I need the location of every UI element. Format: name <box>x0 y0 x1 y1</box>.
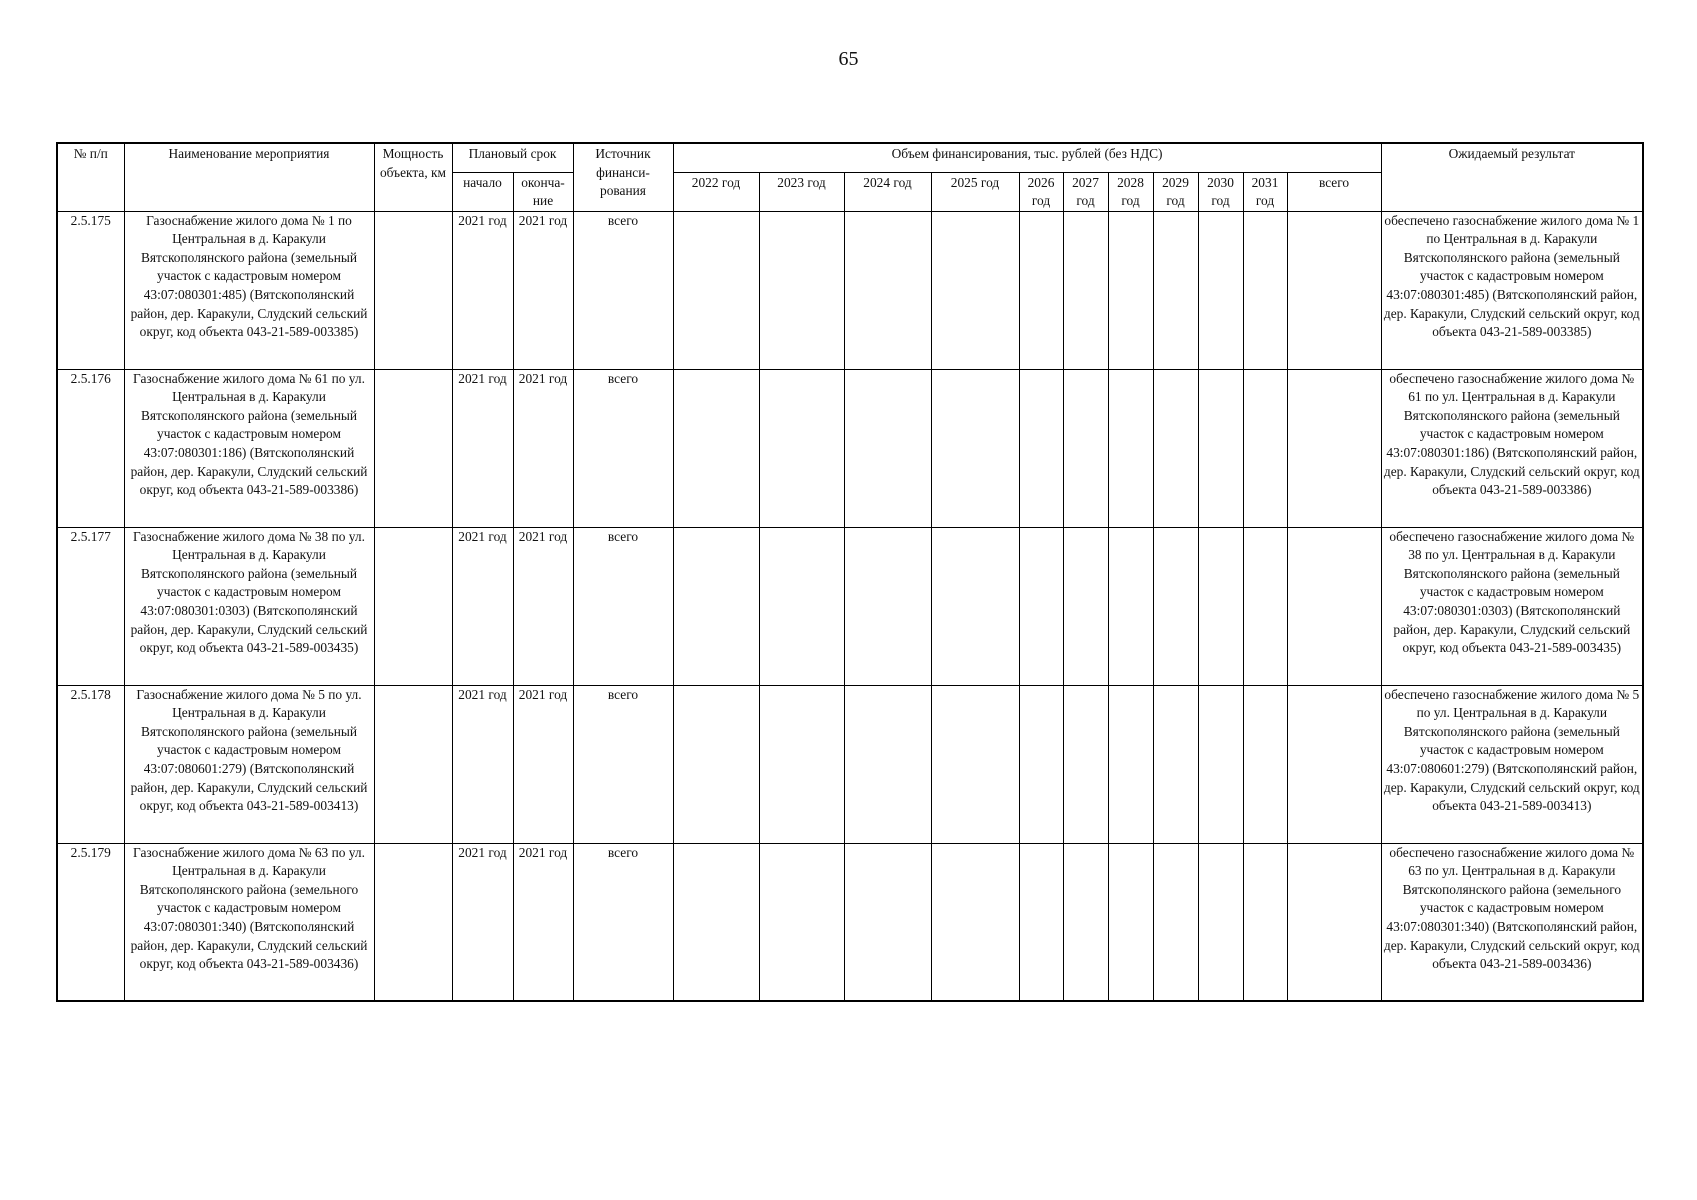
year-cell <box>1019 527 1063 685</box>
funding-plan-table <box>56 142 1644 1002</box>
header-year-2025: 2025 год <box>931 172 1019 211</box>
year-cell <box>844 685 931 843</box>
year-cell <box>1198 843 1243 1001</box>
start-cell: 2021 год <box>452 527 513 685</box>
year-cell <box>844 527 931 685</box>
year-cell <box>931 843 1019 1001</box>
year-cell <box>1198 685 1243 843</box>
year-cell <box>931 211 1019 369</box>
start-cell: 2021 год <box>452 685 513 843</box>
power-cell <box>374 843 452 1001</box>
year-cell <box>1108 211 1153 369</box>
table-header <box>57 143 1643 211</box>
year-cell <box>759 527 844 685</box>
event-name: Газоснабжение жилого дома № 63 по ул. Центральная в д. Каракули Вятскополянского района (земельного участок с кадастровым номером 43:07:080301:340) (Вятскополянский район, дер. Каракули, Слудский сельский округ, код объекта 043-21-589-003436) <box>124 843 374 1001</box>
total-cell <box>1287 843 1381 1001</box>
year-cell <box>1063 685 1108 843</box>
year-cell <box>1019 843 1063 1001</box>
header-year-2024: 2024 год <box>844 172 931 211</box>
event-name: Газоснабжение жилого дома № 61 по ул. Центральная в д. Каракули Вятскополянского района (земельный участок с кадастровым номером 43:07:080301:186) (Вятскополянский район, дер. Каракули, Слудский сельский округ, код объекта 043-21-589-003386) <box>124 369 374 527</box>
header-total: всего <box>1287 172 1381 211</box>
year-cell <box>1243 369 1287 527</box>
row-number: 2.5.177 <box>57 527 124 685</box>
year-cell <box>759 369 844 527</box>
header-year-2030: 2030 год <box>1198 172 1243 211</box>
year-cell <box>1243 685 1287 843</box>
power-cell <box>374 685 452 843</box>
header-plan-term: Плановый срок <box>452 143 573 172</box>
header-end: оконча-ние <box>513 172 573 211</box>
total-cell <box>1287 527 1381 685</box>
header-result: Ожидаемый результат <box>1381 143 1643 211</box>
year-cell <box>1198 211 1243 369</box>
source-cell: всего <box>573 369 673 527</box>
header-start: начало <box>452 172 513 211</box>
start-cell: 2021 год <box>452 369 513 527</box>
year-cell <box>1153 843 1198 1001</box>
year-cell <box>931 685 1019 843</box>
end-cell: 2021 год <box>513 685 573 843</box>
year-cell <box>1153 369 1198 527</box>
header-name: Наименование мероприятия <box>124 143 374 211</box>
table-row <box>57 843 1643 1001</box>
header-year-2022: 2022 год <box>673 172 759 211</box>
header-funding: Объем финансирования, тыс. рублей (без НДС) <box>673 143 1381 172</box>
end-cell: 2021 год <box>513 369 573 527</box>
row-number: 2.5.179 <box>57 843 124 1001</box>
year-cell <box>1108 369 1153 527</box>
year-cell <box>673 527 759 685</box>
year-cell <box>1063 211 1108 369</box>
year-cell <box>673 211 759 369</box>
table-row <box>57 369 1643 527</box>
year-cell <box>1019 369 1063 527</box>
expected-result: обеспечено газоснабжение жилого дома № 38 по ул. Центральная в д. Каракули Вятскополянского района (земельный участок с кадастровым номером 43:07:080301:0303) (Вятскополянский район, дер. Каракули, Слудский сельский округ, код объекта 043-21-589-003435) <box>1381 527 1643 685</box>
header-year-2026: 2026 год <box>1019 172 1063 211</box>
table-row <box>57 527 1643 685</box>
year-cell <box>1063 527 1108 685</box>
table-row <box>57 685 1643 843</box>
year-cell <box>673 369 759 527</box>
row-number: 2.5.176 <box>57 369 124 527</box>
header-year-2023: 2023 год <box>759 172 844 211</box>
source-cell: всего <box>573 843 673 1001</box>
end-cell: 2021 год <box>513 527 573 685</box>
event-name: Газоснабжение жилого дома № 1 по Центральная в д. Каракули Вятскополянского района (земельный участок с кадастровым номером 43:07:080301:485) (Вятскополянский район, дер. Каракули, Слудский сельский округ, код объекта 043-21-589-003385) <box>124 211 374 369</box>
year-cell <box>1108 527 1153 685</box>
end-cell: 2021 год <box>513 211 573 369</box>
table-body <box>57 211 1643 1001</box>
row-number: 2.5.175 <box>57 211 124 369</box>
header-year-2031: 2031 год <box>1243 172 1287 211</box>
year-cell <box>759 685 844 843</box>
year-cell <box>1063 843 1108 1001</box>
table-row <box>57 211 1643 369</box>
start-cell: 2021 год <box>452 211 513 369</box>
event-name: Газоснабжение жилого дома № 38 по ул. Центральная в д. Каракули Вятскополянского района (земельный участок с кадастровым номером 43:07:080301:0303) (Вятскополянский район, дер. Каракули, Слудский сельский округ, код объекта 043-21-589-003435) <box>124 527 374 685</box>
year-cell <box>1153 527 1198 685</box>
start-cell: 2021 год <box>452 843 513 1001</box>
power-cell <box>374 211 452 369</box>
row-number: 2.5.178 <box>57 685 124 843</box>
year-cell <box>1198 527 1243 685</box>
page-number: 65 <box>838 48 859 70</box>
header-year-2027: 2027 год <box>1063 172 1108 211</box>
year-cell <box>759 843 844 1001</box>
year-cell <box>1243 211 1287 369</box>
source-cell: всего <box>573 527 673 685</box>
end-cell: 2021 год <box>513 843 573 1001</box>
year-cell <box>1108 843 1153 1001</box>
year-cell <box>1243 843 1287 1001</box>
year-cell <box>1019 211 1063 369</box>
total-cell <box>1287 685 1381 843</box>
year-cell <box>1063 369 1108 527</box>
power-cell <box>374 527 452 685</box>
year-cell <box>673 685 759 843</box>
expected-result: обеспечено газоснабжение жилого дома № 63 по ул. Центральная в д. Каракули Вятскополянского района (земельного участок с кадастровым номером 43:07:080301:340) (Вятскополянский район, дер. Каракули, Слудский сельский округ, код объекта 043-21-589-003436) <box>1381 843 1643 1001</box>
source-cell: всего <box>573 211 673 369</box>
total-cell <box>1287 211 1381 369</box>
year-cell <box>844 211 931 369</box>
year-cell <box>844 369 931 527</box>
year-cell <box>1019 685 1063 843</box>
year-cell <box>1243 527 1287 685</box>
header-source: Источник финанси-рования <box>573 143 673 211</box>
year-cell <box>931 369 1019 527</box>
header-num: № п/п <box>57 143 124 211</box>
expected-result: обеспечено газоснабжение жилого дома № 1 по Центральная в д. Каракули Вятскополянского района (земельный участок с кадастровым номером 43:07:080301:485) (Вятскополянский район, дер. Каракули, Слудский сельский округ, код объекта 043-21-589-003385) <box>1381 211 1643 369</box>
header-year-2029: 2029 год <box>1153 172 1198 211</box>
source-cell: всего <box>573 685 673 843</box>
header-year-2028: 2028 год <box>1108 172 1153 211</box>
year-cell <box>931 527 1019 685</box>
expected-result: обеспечено газоснабжение жилого дома № 61 по ул. Центральная в д. Каракули Вятскополянского района (земельный участок с кадастровым номером 43:07:080301:186) (Вятскополянский район, дер. Каракули, Слудский сельский округ, код объекта 043-21-589-003386) <box>1381 369 1643 527</box>
year-cell <box>673 843 759 1001</box>
header-power: Мощность объекта, км <box>374 143 452 211</box>
year-cell <box>1153 211 1198 369</box>
year-cell <box>844 843 931 1001</box>
year-cell <box>759 211 844 369</box>
power-cell <box>374 369 452 527</box>
expected-result: обеспечено газоснабжение жилого дома № 5 по ул. Центральная в д. Каракули Вятскополянского района (земельный участок с кадастровым номером 43:07:080601:279) (Вятскополянский район, дер. Каракули, Слудский сельский округ, код объекта 043-21-589-003413) <box>1381 685 1643 843</box>
total-cell <box>1287 369 1381 527</box>
event-name: Газоснабжение жилого дома № 5 по ул. Центральная в д. Каракули Вятскополянского района (земельный участок с кадастровым номером 43:07:080601:279) (Вятскополянский район, дер. Каракули, Слудский сельский округ, код объекта 043-21-589-003413) <box>124 685 374 843</box>
year-cell <box>1198 369 1243 527</box>
year-cell <box>1108 685 1153 843</box>
year-cell <box>1153 685 1198 843</box>
